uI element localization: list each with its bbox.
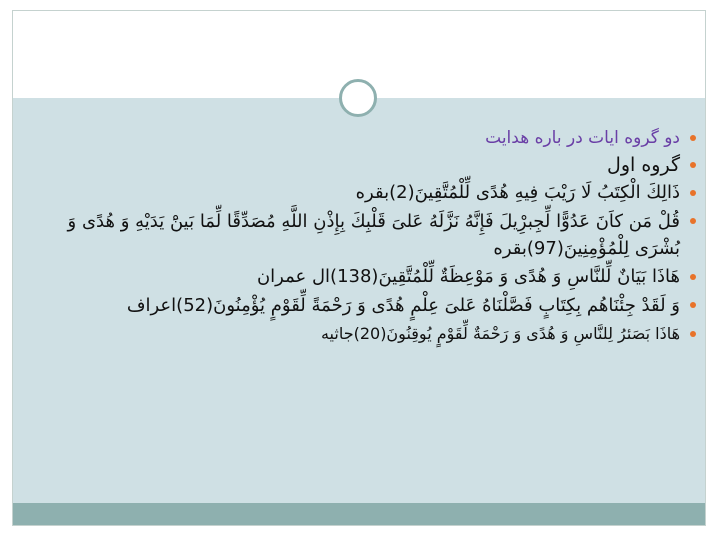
bullet-text: گروه اول (607, 154, 680, 176)
bullet-text: ذَالِكَ الْكِتَبُ لَا رَیْبَ فِیهِ هُدًى لِّلْمُتَّقِینَ(2)بقره (355, 182, 680, 203)
bullet-marker-icon (690, 162, 696, 168)
bullet-text: دو گروه ایات در باره هدایت (485, 128, 680, 148)
bullet-item (28, 152, 696, 178)
bullet-item (28, 208, 696, 262)
bullet-marker-icon (690, 218, 696, 224)
bullet-item (28, 292, 696, 319)
bullet-marker-icon (690, 190, 696, 196)
bullet-marker-icon (690, 274, 696, 280)
bullet-text: قُلْ مَن كاَنَ عَدُوًّا لِّجِبرِْیلَ فَإِنَّهُ نَزَّلَهُ عَلىَ‏ قَلْبِكَ بِإِذْنِ اللَّهِ مُصَدِّقًا لِّمَا بَینَْ یَدَیْهِ وَ هُدًى وَ بُشْرَى لِلْمُؤْمِنِینَ(97)بقره (67, 211, 680, 259)
circle-ornament-icon (339, 79, 377, 117)
bullet-marker-icon (690, 135, 696, 141)
bullet-list (28, 126, 696, 347)
bullet-text: هَاذَا بَیَانٌ لِّلنَّاسِ وَ هُدًى وَ مَوْعِظَةٌ لِّلْمُتَّقِینَ(138)ال عمران (256, 266, 680, 287)
bullet-item (28, 180, 696, 206)
bullet-text: هَاذَا بَصَئرُ لِلنَّاسِ وَ هُدًى وَ رَحْمَةٌ لِّقَوْمٍ یُوقِنُونَ(20)جاثیه (320, 324, 680, 343)
bullet-marker-icon (690, 331, 696, 337)
bullet-text: وَ لَقَدْ جِئْنَاهُم بِكِتَابٍ فَصَّلْنَاهُ عَلىَ‏ عِلْمٍ هُدًى وَ رَحْمَةً لِّقَوْمٍ یُؤْمِنُونَ(52)اعراف (126, 295, 680, 316)
bullet-item (28, 126, 696, 150)
bullet-item (28, 264, 696, 290)
bullet-item (28, 321, 696, 347)
bullet-marker-icon (690, 302, 696, 308)
